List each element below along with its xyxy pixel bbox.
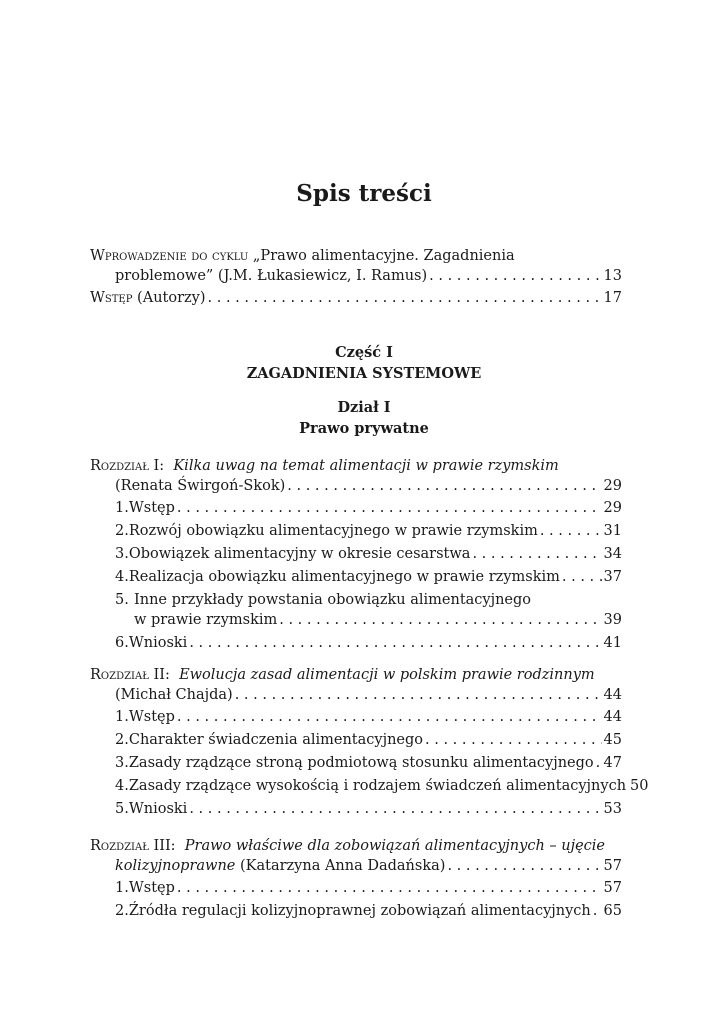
part-heading (0, 342, 728, 384)
dot-leader (425, 730, 602, 750)
chapter-title: Prawo właściwe dla zobowiązań alimentacyjnych – ujęcie (184, 838, 605, 854)
page-number: 29 (603, 500, 622, 516)
entry-text: „Prawo alimentacyjne. Zagadnienia (248, 248, 515, 264)
chapter-label: Rozdział III: (90, 838, 176, 854)
toc-item: 4. Realizacja obowiązku alimentacyjnego w prawie rzymskim . . . 37 (90, 567, 622, 590)
dot-leader (429, 266, 601, 286)
page-number: 17 (603, 290, 622, 306)
division-label: Dział I (337, 399, 391, 416)
page-number: 53 (603, 801, 622, 817)
toc-item: 1. Wstęp . . . 57 (90, 878, 622, 901)
chapter-title: Kilka uwag na temat alimentacji w prawie rzymskim (173, 458, 559, 474)
page-number: 34 (603, 546, 622, 562)
page-number: 45 (603, 732, 622, 748)
dot-leader (562, 567, 602, 587)
chapter-label: Rozdział II: (90, 667, 170, 683)
page-number: 44 (603, 709, 622, 725)
toc-item: 4. Zasady rządzące wysokością i rodzajem świadczeń alimentacyjnych 50 (115, 778, 649, 794)
dot-leader (472, 544, 601, 564)
page-number: 31 (603, 523, 622, 539)
toc-item: 6. Wnioski . . . 41 (90, 633, 622, 656)
entry-label: Wprowadzenie do cyklu (90, 248, 249, 264)
toc-item: 5. Wnioski . . . 53 (90, 799, 622, 822)
page-number: 37 (603, 569, 622, 585)
dot-leader (447, 856, 601, 876)
chapter-author: (Renata Świrgoń-Skok) (115, 478, 286, 494)
division-name: Prawo prywatne (299, 420, 429, 437)
toc-item: 3. Zasady rządzące stroną podmiotową stosunku alimentacyjnego . . . 47 (90, 753, 622, 776)
page-number: 47 (603, 755, 622, 771)
dot-leader (208, 288, 602, 308)
page-number: 29 (603, 478, 622, 494)
dot-leader (593, 901, 602, 921)
part-name: ZAGADNIENIA SYSTEMOWE (246, 365, 482, 382)
dot-leader (177, 878, 602, 898)
dot-leader (177, 707, 602, 727)
toc-item: 3. Obowiązek alimentacyjny w okresie cesarstwa . . . 34 (90, 544, 622, 567)
toc-chapter-2 (90, 665, 649, 822)
entry-label: Wstęp (90, 290, 133, 306)
toc-entry-wstep (90, 288, 622, 308)
dot-leader (287, 476, 601, 496)
toc-item: 2. Źródła regulacji kolizyjnoprawnej zobowiązań alimentacyjnych . . . 65 (90, 901, 622, 924)
toc-entry-intro (90, 246, 622, 286)
toc-item: 2. Charakter świadczenia alimentacyjnego . . . 45 (90, 730, 622, 753)
page-title: Spis treści (296, 180, 432, 207)
dot-leader (177, 498, 602, 518)
toc-item: 2. Rozwój obowiązku alimentacyjnego w prawie rzymskim . . . 31 (90, 521, 622, 544)
toc-item: 5. Inne przykłady powstania obowiązku alimentacyjnego (115, 592, 532, 608)
chapter-title: kolizyjnoprawne (115, 858, 236, 874)
toc-item: 1. Wstęp . . . 29 (90, 498, 622, 521)
chapter-label: Rozdział I: (90, 458, 165, 474)
page-number: 57 (603, 880, 622, 896)
page-number: 65 (603, 903, 622, 919)
dot-leader (596, 753, 602, 773)
entry-text: problemowe” (J.M. Łukasiewicz, I. Ramus) (115, 268, 428, 284)
entry-text: (Autorzy) (132, 290, 206, 306)
page-number: 57 (603, 858, 622, 874)
chapter-author: (Michał Chajda) (115, 687, 233, 703)
toc-chapter-3 (90, 836, 622, 924)
chapter-author: (Katarzyna Anna Dadańska) (235, 858, 446, 874)
page-number: 13 (603, 268, 622, 284)
dot-leader (540, 521, 602, 541)
page-number: 41 (603, 635, 622, 651)
toc-chapter-1: Rozdział I: Kilka uwag na temat alimentacji w prawie rzymskim (Renata Świrgoń-Skok) . . . 29 1. Wstęp . . . 29 2. Rozwój obowiązku alimentacyjnego w prawie rzymskim . . . 31 3. Obowiązek alimentacyjny w okresie cesarstwa . . . 34 4. Realizacja obowiązku alimentacyjnego w prawie rzymskim . . . 37 5. Inne przykłady powstania obowiązku alimentacyjnego w prawie rzymskim . . . 39 6. Wnioski . . . 41 (90, 456, 622, 656)
dot-leader (189, 633, 601, 653)
dot-leader (235, 685, 602, 705)
division-heading (0, 397, 728, 439)
chapter-title: Ewolucja zasad alimentacji w polskim prawie rodzinnym (179, 667, 595, 683)
dot-leader (189, 799, 601, 819)
page-number: 50 (630, 778, 649, 794)
dot-leader (279, 610, 601, 630)
page-number: 44 (603, 687, 622, 703)
page-number: 39 (603, 612, 622, 628)
part-label: Część I (335, 344, 393, 361)
toc-item: 1. Wstęp . . . 44 (90, 707, 622, 730)
